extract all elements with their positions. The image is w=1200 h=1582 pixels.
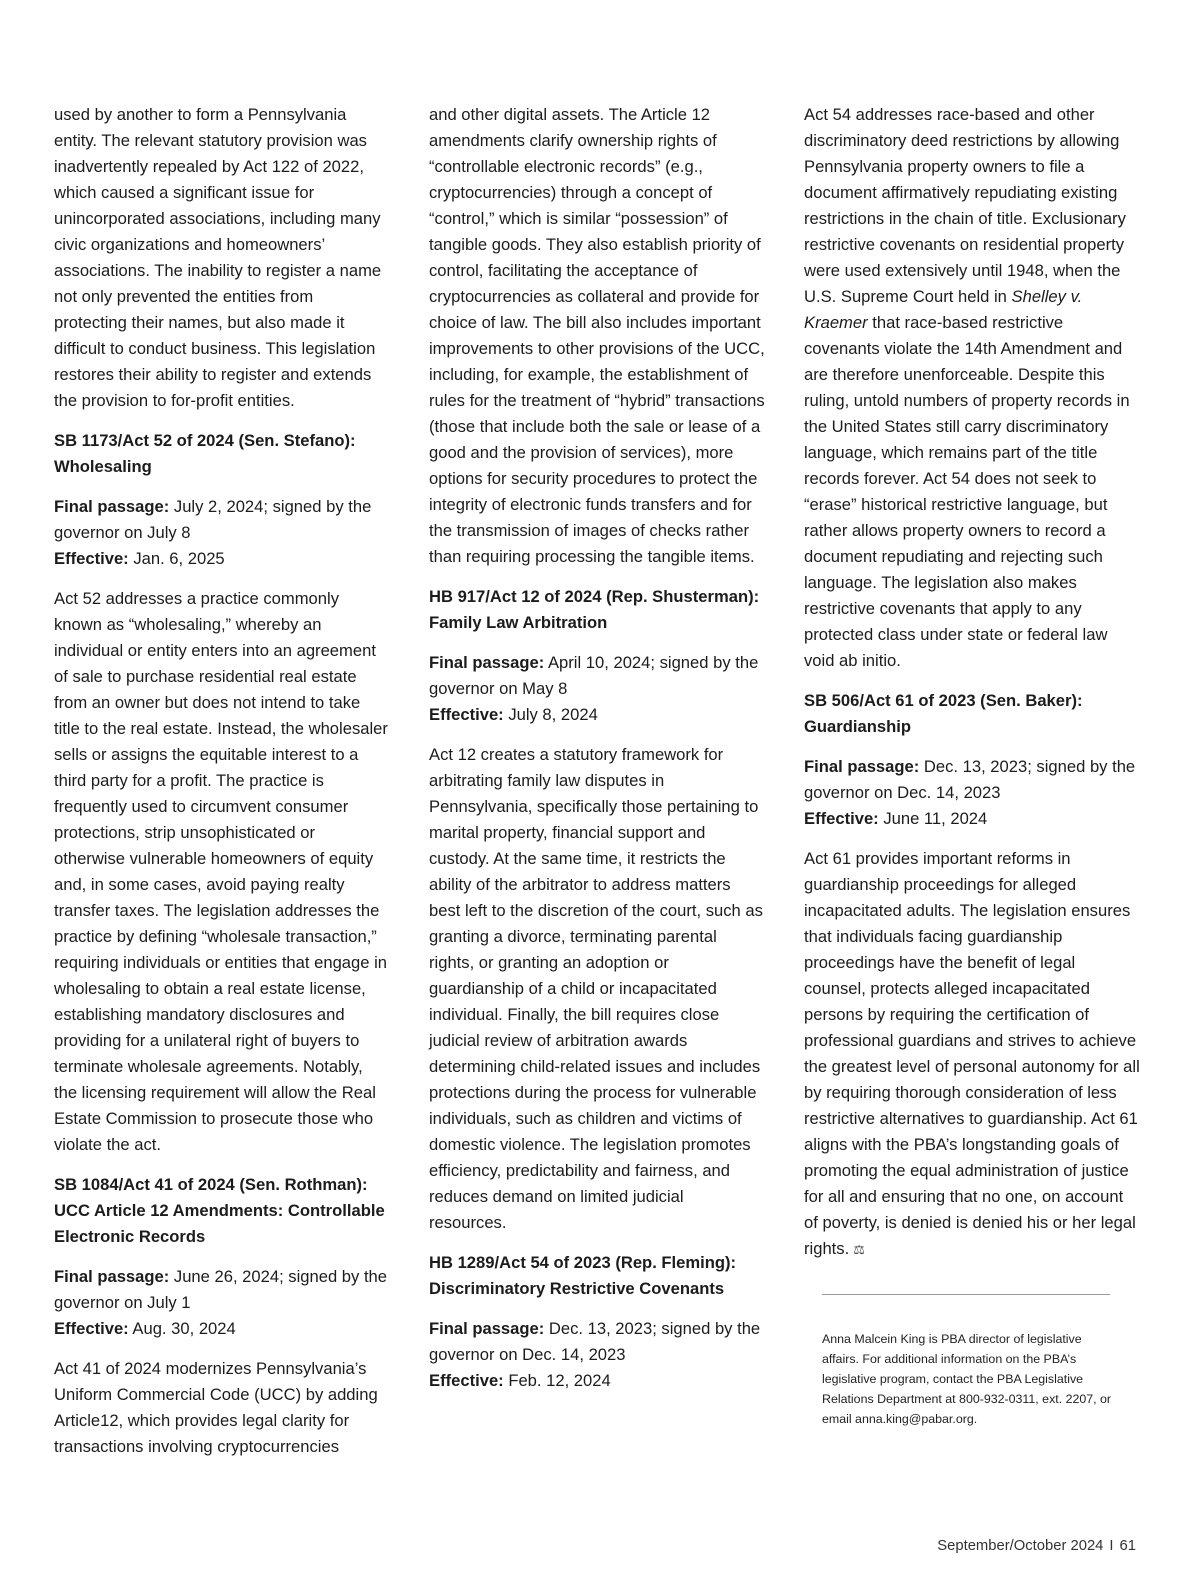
effective-value: June 11, 2024 [878, 809, 988, 828]
issue-date: September/October 2024 [937, 1538, 1104, 1554]
bill-heading-sb1173: SB 1173/Act 52 of 2024 (Sen. Stefano): Wholesaling [54, 431, 356, 476]
bill-dates-hb917 [429, 650, 765, 728]
final-passage-value: June 26, 2024; signed by the governor on July 1 [54, 1267, 388, 1312]
bill-heading-sb506: SB 506/Act 61 of 2023 (Sen. Baker): Guardianship [804, 691, 1083, 736]
bill-heading-hb917: HB 917/Act 12 of 2024 (Rep. Shusterman): Family Law Arbitration [429, 587, 760, 632]
final-passage-value: Dec. 13, 2023; signed by the governor on Dec. 14, 2023 [804, 757, 1136, 802]
final-passage-label: Final passage: [54, 1267, 170, 1286]
paragraph [804, 102, 1140, 674]
bill-dates-sb1084 [54, 1264, 390, 1342]
effective-value: Feb. 12, 2024 [503, 1371, 611, 1390]
final-passage-label: Final passage: [54, 497, 170, 516]
effective-label: Effective: [54, 549, 129, 568]
bill-dates-hb1289 [429, 1316, 765, 1394]
effective-value: Jan. 6, 2025 [128, 549, 225, 568]
final-passage-label: Final passage: [429, 1319, 545, 1338]
paragraph: used by another to form a Pennsylvania entity. The relevant statutory provision was inadvertently repealed by Act 122 of 2022, which caused a significant issue for unincorporated associations, including many civic organizations and homeowners’ associations. The inability to register a name not only prevented the entities from protecting their names, but also made it difficult to conduct business. This legislation restores their ability to register and extends the provision to for-profit entities. [54, 105, 382, 410]
bill-heading-sb1084: SB 1084/Act 41 of 2024 (Sen. Rothman): UCC Article 12 Amendments: Controllable Electronic Records [54, 1175, 385, 1246]
paragraph-text: Act 61 provides important reforms in guardianship proceedings for alleged incapacitated adults. The legislation ensures that individuals facing guardianship proceedings have the benefit of legal counsel, protects alleged incapacitated persons by requiring the certification of professional guardians and strives to achieve the greatest level of personal autonomy for all by requiring thorough consideration of less restrictive alternatives to guardianship. Act 61 aligns with the PBA’s longstanding goals of promoting the equal administration of justice for all and ensuring that no one, on account of poverty, is denied is denied his or her legal rights. [804, 849, 1140, 1258]
bill-dates-sb506 [804, 754, 1140, 832]
effective-label: Effective: [804, 809, 879, 828]
paragraph: Act 52 addresses a practice commonly known as “wholesaling,” whereby an individual or entity enters into an agreement of sale to purchase residential real estate from an owner but does not intend to take title to the real estate. Instead, the wholesaler sells or assigns the equitable interest to a third party for a profit. The practice is frequently used to circumvent consumer protections, strip unsophisticated or otherwise vulnerable homeowners of equity and, in some cases, avoid paying realty transfer taxes. The legislation addresses the practice by defining “wholesale transaction,” requiring individuals or entities that engage in wholesaling to obtain a real estate license, establishing mandatory disclosures and providing for a unilateral right of buyers to terminate wholesale agreements. Notably, the licensing requirement will allow the Real Estate Commission to prosecute those who violate the act. [54, 589, 388, 1154]
final-passage-value: July 2, 2024; signed by the governor on July 8 [54, 497, 372, 542]
final-passage-value: April 10, 2024; signed by the governor on May 8 [429, 653, 759, 698]
paragraph [804, 846, 1140, 1263]
scales-icon: ⚖ [853, 1242, 865, 1257]
paragraph: Act 12 creates a statutory framework for arbitrating family law disputes in Pennsylvania, specifically those pertaining to marital property, financial support and custody. At the same time, it restricts the ability of the arbitrator to address matters best left to the discretion of the court, such as granting a divorce, terminating parental rights, or granting an adoption or guardianship of a child or incapacitated individual. Finally, the bill requires close judicial review of arbitration awards determining child-related issues and includes protections during the process for vulnerable individuals, such as children and victims of domestic violence. The legislation promotes efficiency, predictability and fairness, and reduces demand on limited judicial resources. [429, 745, 763, 1232]
paragraph: Act 41 of 2024 modernizes Pennsylvania’s Uniform Commercial Code (UCC) by adding Article12, which provides legal clarity for transactions involving cryptocurrencies [54, 1359, 378, 1456]
effective-value: July 8, 2024 [503, 705, 598, 724]
case-name: Shelley v. Kraemer [804, 287, 1083, 332]
paragraph-text: Act 54 addresses race-based and other discriminatory deed restrictions by allowing Pennsylvania property owners to file a document affirmatively repudiating existing restrictions in the chain of title. Exclusionary restrictive covenants on residential property were used extensively until 1948, when the U.S. Supreme Court held in [804, 105, 1126, 306]
author-bio: Anna Malcein King is PBA director of legislative affairs. For additional information on the PBA’s legislative program, contact the PBA Legislative Relations Department at 800-932-0311, ext. 2207, or email anna.king@pabar.org. [822, 1332, 1112, 1426]
effective-label: Effective: [429, 1371, 504, 1390]
divider [822, 1294, 1110, 1295]
effective-label: Effective: [54, 1319, 129, 1338]
column-3 [804, 102, 1140, 1277]
effective-value: Aug. 30, 2024 [128, 1319, 236, 1338]
column-1 [54, 102, 390, 1474]
final-passage-value: Dec. 13, 2023; signed by the governor on Dec. 14, 2023 [429, 1319, 761, 1364]
final-passage-label: Final passage: [429, 653, 545, 672]
page-footer [937, 1538, 1136, 1554]
paragraph-text: that race-based restrictive covenants violate the 14th Amendment and are therefore unenforceable. Despite this ruling, untold numbers of property records in the United States still carry discriminatory language, which remains part of the title records forever. Act 54 does not seek to “erase” historical restrictive language, but rather allows property owners to record a document repudiating and rejecting such language. The legislation also makes restrictive covenants that apply to any protected class under state or federal law void ab initio. [804, 313, 1130, 670]
paragraph: and other digital assets. The Article 12 amendments clarify ownership rights of “controllable electronic records” (e.g., cryptocurrencies) through a concept of “control,” which is similar “possession” of tangible goods. They also establish priority of control, facilitating the acceptance of cryptocurrencies as collateral and provide for choice of law. The bill also includes important improvements to other provisions of the UCC, including, for example, the establishment of rules for the treatment of “hybrid” transactions (those that include both the sale or lease of a good and the provision of services), more options for security procedures to protect the integrity of electronic funds transfers and for the transmission of images of checks rather than requiring processing the tangible items. [429, 105, 765, 566]
effective-label: Effective: [429, 705, 504, 724]
column-2 [429, 102, 765, 1408]
final-passage-label: Final passage: [804, 757, 920, 776]
page-number: 61 [1119, 1538, 1136, 1554]
bill-heading-hb1289: HB 1289/Act 54 of 2023 (Rep. Fleming): Discriminatory Restrictive Covenants [429, 1253, 737, 1298]
bill-dates-sb1173 [54, 494, 390, 572]
footer-separator: I [1109, 1538, 1114, 1554]
